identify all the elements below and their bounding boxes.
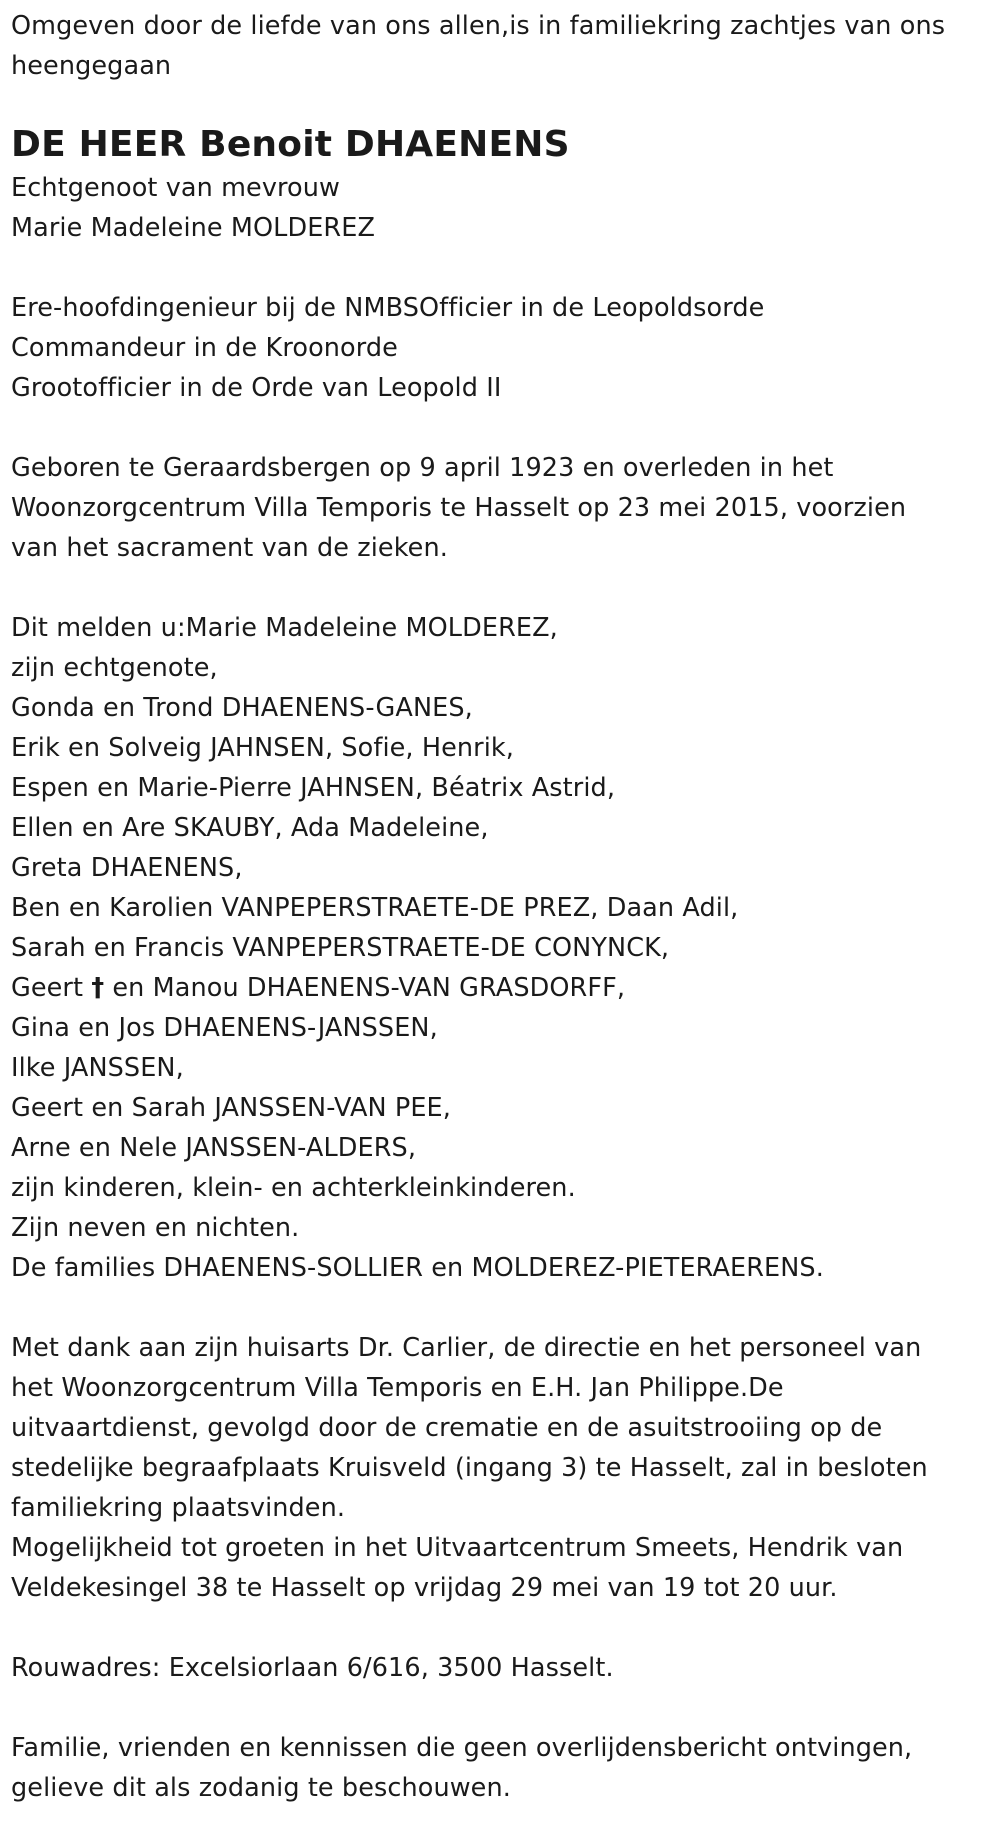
closing-line: Familie, vrienden en kennissen die geen overlijdensbericht ontvingen,	[11, 1733, 913, 1763]
thanks-line: Mogelijkheid tot groeten in het Uitvaartcentrum Smeets, Hendrik van	[11, 1533, 904, 1563]
family-line: Espen en Marie-Pierre JAHNSEN, Béatrix Astrid,	[11, 773, 616, 803]
geert-rest: en Manou DHAENENS-VAN GRASDORFF,	[104, 973, 626, 1003]
title-line: Commandeur in de Kroonorde	[11, 333, 398, 363]
birth-death-line: van het sacrament van de zieken.	[11, 533, 448, 563]
thanks-line: familiekring plaatsvinden.	[11, 1493, 346, 1523]
family-line: Ilke JANSSEN,	[11, 1053, 184, 1083]
titles-section	[11, 288, 1000, 408]
family-line: De families DHAENENS-SOLLIER en MOLDEREZ-PIETERAERENS.	[11, 1253, 824, 1283]
section-spacer	[11, 1688, 1000, 1728]
thanks-line: Met dank aan zijn huisarts Dr. Carlier, de directie en het personeel van	[11, 1333, 922, 1363]
family-line: Erik en Solveig JAHNSEN, Sofie, Henrik,	[11, 733, 515, 763]
family-line: Ben en Karolien VANPEPERSTRAETE-DE PREZ, Daan Adil,	[11, 893, 739, 923]
intro-line: heengegaan	[11, 51, 172, 81]
family-line: Sarah en Francis VANPEPERSTRAETE-DE CONYNCK,	[11, 933, 670, 963]
family-line: Zijn neven en nichten.	[11, 1213, 300, 1243]
birth-death-line: Woonzorgcentrum Villa Temporis te Hasselt op 23 mei 2015, voorzien	[11, 493, 907, 523]
family-line: Arne en Nele JANSSEN-ALDERS,	[11, 1133, 417, 1163]
thanks-line: Veldekesingel 38 te Hasselt op vrijdag 29 mei van 19 tot 20 uur.	[11, 1573, 838, 1603]
title-line: Grootofficier in de Orde van Leopold II	[11, 373, 502, 403]
thanks-line: stedelijke begraafplaats Kruisveld (ingang 3) te Hasselt, zal in besloten	[11, 1453, 928, 1483]
family-line: Gonda en Trond DHAENENS-GANES,	[11, 693, 473, 723]
deceased-cross-icon: †	[91, 973, 105, 1003]
title-line: Ere-hoofdingenieur bij de NMBSOfficier in de Leopoldsorde	[11, 293, 765, 323]
family-line: Gina en Jos DHAENENS-JANSSEN,	[11, 1013, 438, 1043]
family-line: Dit melden u:Marie Madeleine MOLDEREZ,	[11, 613, 558, 643]
spouse-section	[11, 168, 1000, 248]
intro-line: Omgeven door de liefde van ons allen,is in familiekring zachtjes van ons	[11, 11, 946, 41]
thanks-line: uitvaartdienst, gevolgd door de crematie en de asuitstrooiing op de	[11, 1413, 883, 1443]
spouse-line: Echtgenoot van mevrouw	[11, 173, 340, 203]
mourning-address: Rouwadres: Excelsiorlaan 6/616, 3500 Hasselt.	[11, 1653, 614, 1683]
birth-death-line: Geboren te Geraardsbergen op 9 april 1923 en overleden in het	[11, 453, 834, 483]
family-section	[11, 608, 1000, 1288]
section-spacer	[11, 408, 1000, 448]
family-line: Ellen en Are SKAUBY, Ada Madeleine,	[11, 813, 489, 843]
thanks-line: het Woonzorgcentrum Villa Temporis en E.H. Jan Philippe.De	[11, 1373, 784, 1403]
spouse-line: Marie Madeleine MOLDEREZ	[11, 213, 376, 243]
closing-section	[11, 1728, 1000, 1808]
family-line: Greta DHAENENS,	[11, 853, 243, 883]
family-line: Geert en Sarah JANSSEN-VAN PEE,	[11, 1093, 451, 1123]
closing-line: gelieve dit als zodanig te beschouwen.	[11, 1773, 511, 1803]
family-line-geert	[11, 968, 1000, 1008]
intro-text	[11, 6, 1000, 86]
family-line: zijn echtgenote,	[11, 653, 218, 683]
section-spacer	[11, 1288, 1000, 1328]
section-spacer	[11, 248, 1000, 288]
deceased-name: DE HEER Benoit DHAENENS	[11, 124, 570, 165]
section-spacer	[11, 1608, 1000, 1648]
thanks-section	[11, 1328, 1000, 1608]
family-line: zijn kinderen, klein- en achterkleinkinderen.	[11, 1173, 576, 1203]
section-spacer	[11, 568, 1000, 608]
geert-name: Geert	[11, 973, 92, 1003]
birth-death-section	[11, 448, 1000, 568]
